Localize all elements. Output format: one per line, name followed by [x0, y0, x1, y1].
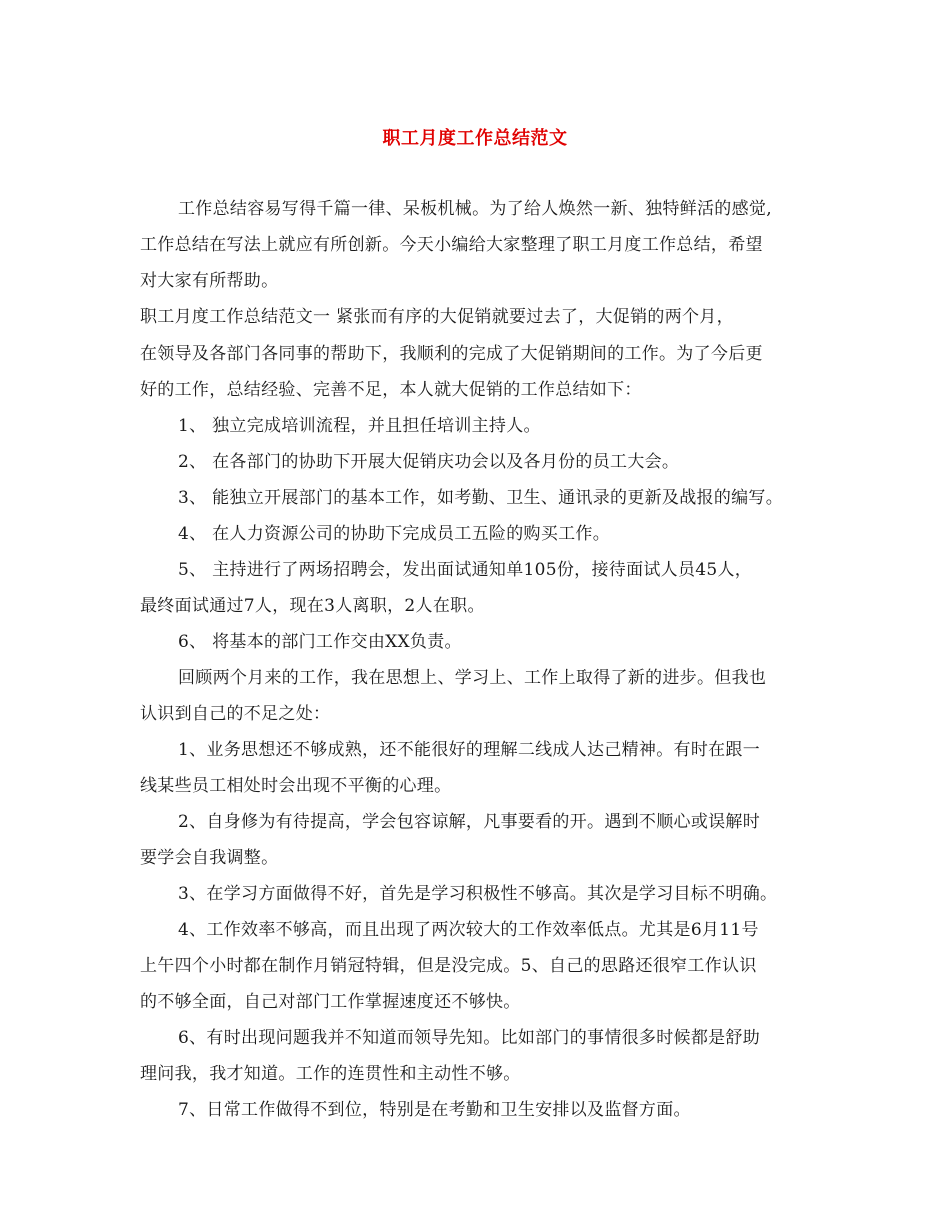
list-item: 1、业务思想还不够成熟，还不能很好的理解二线成人达己精神。有时在跟一: [178, 740, 761, 760]
list-item: 2、自身修为有待提高，学会包容谅解，凡事要看的开。遇到不顺心或误解时: [178, 812, 761, 832]
document-title: 职工月度工作总结范文: [382, 128, 568, 149]
text-line: 工作总结在写法上就应有所创新。今天小编给大家整理了职工月度工作总结，希望: [140, 235, 763, 255]
text-line: 的不够全面，自己对部门工作掌握速度还不够快。: [140, 992, 521, 1012]
list-item: 7、日常工作做得不到位，特别是在考勤和卫生安排以及监督方面。: [178, 1100, 691, 1120]
list-item: 3、在学习方面做得不好，首先是学习积极性不够高。其次是学习目标不明确。: [178, 884, 778, 904]
text-line: 要学会自我调整。: [140, 848, 279, 868]
text-line: 工作总结容易写得千篇一律、呆板机械。为了给人焕然一新、独特鲜活的感觉,: [178, 199, 772, 219]
text-line: 在领导及各部门各同事的帮助下，我顺利的完成了大促销期间的工作。为了今后更: [140, 344, 763, 364]
list-item: 3、 能独立开展部门的基本工作，如考勤、卫生、通讯录的更新及战报的编写。: [178, 488, 784, 508]
list-item: 2、 在各部门的协助下开展大促销庆功会以及各月份的员工大会。: [178, 452, 680, 472]
text-line: 职工月度工作总结范文一 紧张而有序的大促销就要过去了，大促销的两个月，: [140, 307, 734, 327]
list-item: 4、工作效率不够高，而且出现了两次较大的工作效率低点。尤其是6月11号: [178, 920, 759, 940]
text-line: 好的工作，总结经验、完善不足，本人就大促销的工作总结如下：: [140, 380, 642, 400]
list-item: 6、 将基本的部门工作交由XX负责。: [178, 632, 462, 652]
list-item: 5、 主持进行了两场招聘会，发出面试通知单105份，接待面试人员45人，: [178, 560, 753, 580]
text-line: 理问我，我才知道。工作的连贯性和主动性不够。: [140, 1064, 521, 1084]
text-line: 对大家有所帮助。: [140, 271, 279, 291]
text-line: 最终面试通过7人，现在3人离职，2人在职。: [140, 596, 485, 616]
text-line: 线某些员工相处时会出现不平衡的心理。: [140, 776, 452, 796]
text-line: 认识到自己的不足之处：: [140, 704, 331, 724]
list-item: 4、 在人力资源公司的协助下完成员工五险的购买工作。: [178, 524, 611, 544]
list-item: 1、 独立完成培训流程，并且担任培训主持人。: [178, 416, 541, 436]
text-line: 上午四个小时都在制作月销冠特辑，但是没完成。5、自己的思路还很窄工作认识: [140, 956, 757, 976]
list-item: 6、有时出现问题我并不知道而领导先知。比如部门的事情很多时候都是舒助: [178, 1028, 761, 1048]
text-line: 回顾两个月来的工作，我在思想上、学习上、工作上取得了新的进步。但我也: [178, 668, 767, 688]
